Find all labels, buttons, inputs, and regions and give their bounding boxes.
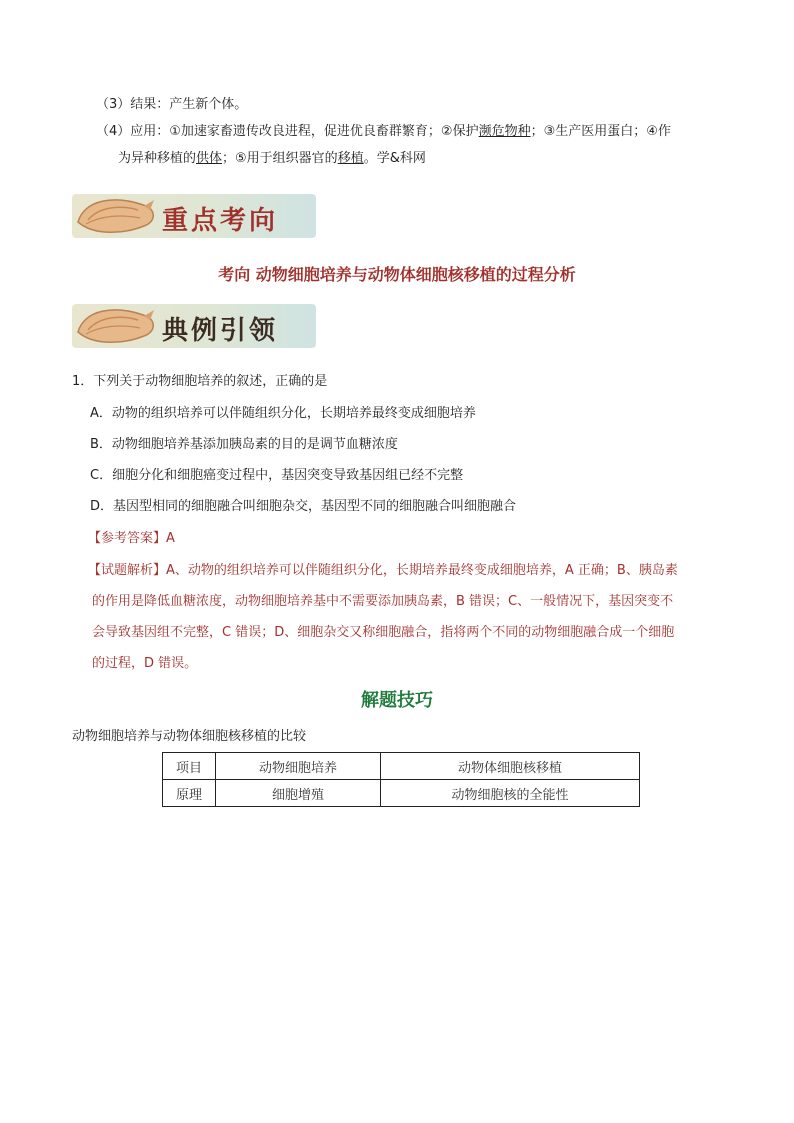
intro-item-3: （3）结果：产生新个体。 xyxy=(96,97,248,112)
analysis-line-1 xyxy=(88,562,678,580)
key-direction-banner xyxy=(72,190,316,242)
option-b: B．动物细胞培养基添加胰岛素的目的是调节血糖浓度 xyxy=(90,437,398,452)
header-cell: 项目 xyxy=(163,753,216,780)
line2-end: 。学&科网 xyxy=(363,151,426,166)
table-row xyxy=(163,780,640,807)
table-caption: 动物细胞培养与动物体细胞核移植的比较 xyxy=(72,729,307,744)
table-header-row xyxy=(163,753,640,780)
table-cell: 动物细胞核的全能性 xyxy=(381,780,640,807)
example-banner xyxy=(72,300,316,352)
answer-label: 【参考答案】 xyxy=(88,531,167,546)
intro-item-4-line2 xyxy=(118,150,426,168)
conch-shell-icon xyxy=(74,302,158,350)
line2-mid: ；⑤用于组织器官的 xyxy=(222,151,338,166)
answer-value: A xyxy=(166,531,175,546)
banner-title: 典例引领 xyxy=(162,316,279,346)
intro-item-4-prefix: （4）应用：①加速家畜遗传改良进程，促进优良畜群繁育；②保护 xyxy=(96,124,479,139)
banner-title: 重点考向 xyxy=(162,206,279,236)
option-d: D．基因型相同的细胞融合叫细胞杂交，基因型不同的细胞融合叫细胞融合 xyxy=(90,499,517,514)
endangered-species-text: 濒危物种 xyxy=(478,124,531,139)
option-a: A．动物的组织培养可以伴随组织分化，长期培养最终变成细胞培养 xyxy=(90,406,476,421)
donor-text: 供体 xyxy=(196,151,223,166)
table-cell: 原理 xyxy=(163,780,216,807)
intro-item-4-mid: ；③生产医用蛋白；④作 xyxy=(530,124,671,139)
table-cell: 细胞增殖 xyxy=(216,780,381,807)
analysis-line-2: 的作用是降低血糖浓度，动物细胞培养基中不需要添加胰岛素，B 错误；C、一般情况下，基因突变不 xyxy=(92,594,674,609)
intro-item-4 xyxy=(96,123,671,141)
comparison-table xyxy=(162,752,640,807)
tips-title: 解题技巧 xyxy=(361,690,433,711)
reference-answer xyxy=(88,530,175,548)
analysis-text: A、动物的组织培养可以伴随组织分化，长期培养最终变成细胞培养，A 正确；B、胰岛素 xyxy=(166,563,678,578)
question-stem: 1．下列关于动物细胞培养的叙述，正确的是 xyxy=(72,374,328,389)
transplant-text: 移植 xyxy=(337,151,364,166)
header-cell: 动物细胞培养 xyxy=(216,753,381,780)
header-cell: 动物体细胞核移植 xyxy=(381,753,640,780)
option-c: C．细胞分化和细胞癌变过程中，基因突变导致基因组已经不完整 xyxy=(90,468,464,483)
analysis-line-3: 会导致基因组不完整，C 错误；D、细胞杂交又称细胞融合，指将两个不同的动物细胞融合成一个细胞 xyxy=(92,625,675,640)
line2-prefix: 为异种移植的 xyxy=(118,151,197,166)
conch-shell-icon xyxy=(74,192,158,240)
analysis-label: 【试题解析】 xyxy=(88,563,167,578)
analysis-line-4: 的过程，D 错误。 xyxy=(92,656,198,671)
direction-title: 考向 动物细胞培养与动物体细胞核移植的过程分析 xyxy=(218,265,576,284)
